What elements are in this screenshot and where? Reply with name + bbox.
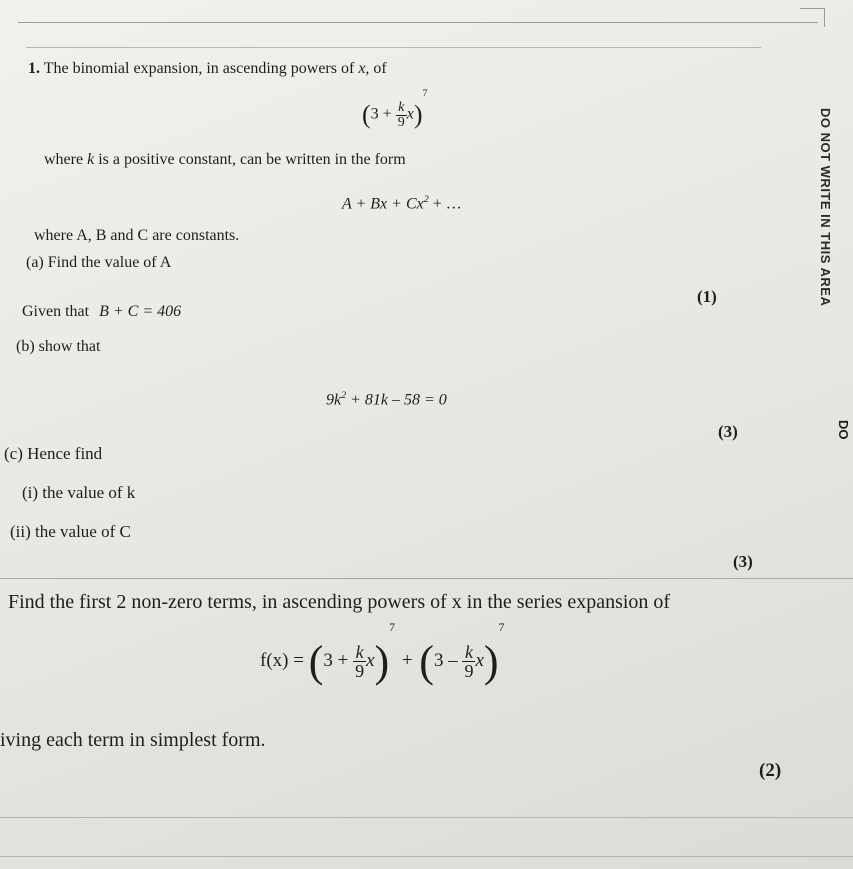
q1-part-a: (a) Find the value of A [26,254,172,271]
q1-equation-b [326,390,447,409]
q1-expression: (3 + $\frac{k}{9}$ x)$^7$ [362,88,428,130]
margin-warning: DO NOT WRITE IN THIS AREA [818,108,833,307]
q1-form-rest: + … [432,195,462,213]
q1-intro [28,60,387,78]
q1-part-c-i: (i) the value of k [22,483,136,502]
q1-form-c-power: 2 [423,194,429,205]
q1-given-label: Given that [22,303,90,320]
q2-prompt: Find the first 2 non-zero terms, in ascending powers of x in the series expansion of [8,591,671,613]
header-rule [26,47,761,48]
q2-t1-var: x [366,649,375,671]
margin-fragment: DO [836,420,851,440]
q1-form [342,194,462,213]
q1-form-b: Bx [370,195,388,213]
q1-eq-b-lead: 9k [326,391,342,409]
q1-form-plus1: + [355,195,367,213]
q1-number: 1. [28,60,40,77]
q2-t1-num: k [355,642,364,662]
q2-t2-num: k [464,642,473,662]
section-rule [0,578,853,579]
q1-form-c: Cx [405,195,424,213]
q2-mark: (2) [759,760,782,781]
q1-form-a: A [342,195,352,213]
q1-given-expr: B + C = 406 [99,303,182,320]
q1-intro-end: , of [365,60,387,77]
q1-expr-left: 3 + [370,105,392,123]
q2-t1-power: 7 [389,620,396,634]
q1-part-c-ii: (ii) the value of C [10,522,131,541]
q2-function: f(x) = (3 + $\frac{k}{9}$ x)$^7$ + (3 – $\frac{k}{9}$ x)$^7$ [260,620,505,686]
q1-expr-power: 7 [422,88,428,100]
q2-t1-den: 9 [355,661,365,681]
q2-t2-left: 3 – [433,649,458,671]
q1-mark-c: (3) [733,552,753,571]
q1-where-word: where [44,151,84,168]
q1-mark-b: (3) [718,422,738,441]
answer-line-1 [0,817,853,818]
corner-mark [800,8,825,27]
q1-expr-var: x [406,105,414,123]
top-rule [18,22,818,23]
q1-where-rest: is a positive constant, can be written in the form [98,151,406,168]
q1-form-plus2: + [391,195,402,213]
q1-intro-text: The binomial expansion, in ascending powers of [43,60,355,77]
q1-eq-b-power: 2 [341,390,347,401]
q2-giving: iving each term in simplest form. [0,729,266,751]
q1-eq-b-rest: + 81k – 58 = 0 [350,391,447,409]
q1-mark-a: (1) [697,287,717,306]
q1-given [22,303,181,321]
q2-t1-left: 3 + [323,649,349,671]
q2-func-lhs: f(x) = [260,649,304,671]
answer-line-2 [0,856,853,857]
q1-part-c: (c) Hence find [4,444,103,463]
q1-where-var: k [87,151,95,168]
q1-expr-num: k [398,99,405,115]
q1-intro-var: x [358,60,366,77]
q1-part-b: (b) show that [16,338,101,355]
q2-func-plus: + [401,649,413,671]
q1-constants: where A, B and C are constants. [34,227,240,244]
q2-t2-den: 9 [464,661,474,681]
q2-t2-power: 7 [498,620,505,634]
q2-t2-var: x [475,649,484,671]
q1-where-k [44,151,406,169]
q1-expr-den: 9 [397,114,405,130]
